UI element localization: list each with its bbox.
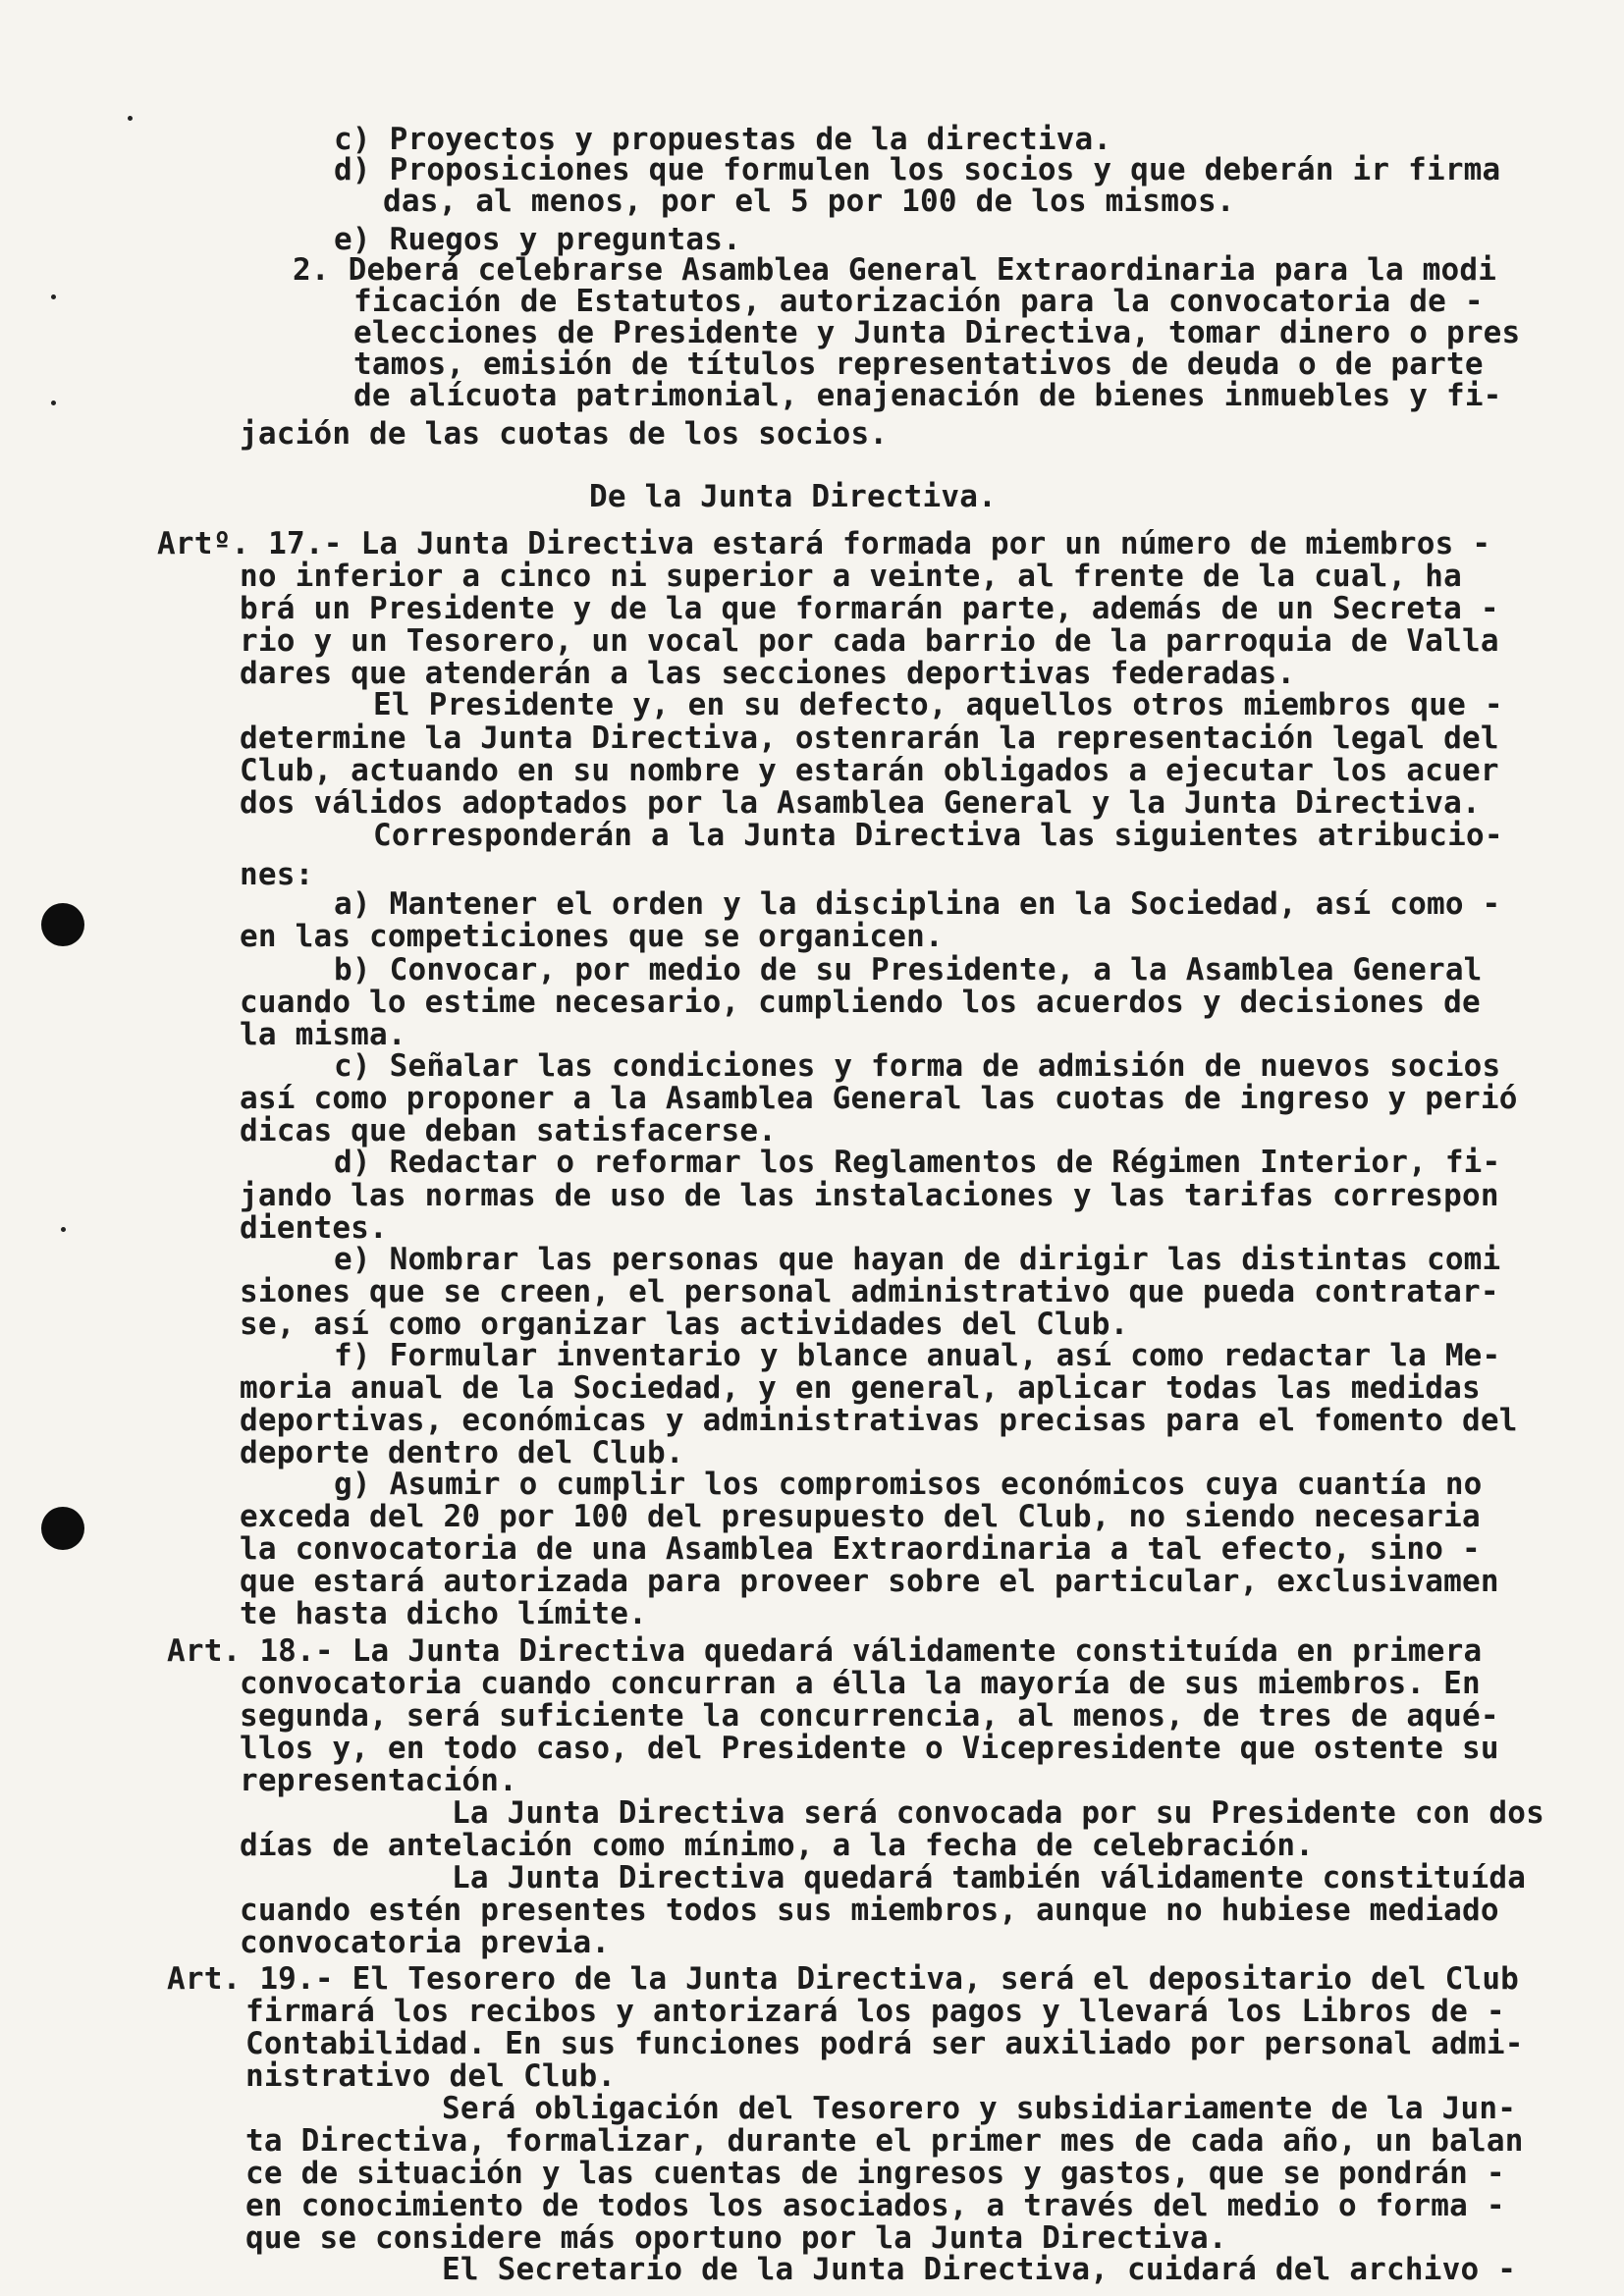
- text-line: siones que se creen, el personal administrativo que pueda contratar-: [240, 1274, 1499, 1309]
- text-line: te hasta dicho límite.: [240, 1596, 647, 1631]
- text-line: así como proponer a la Asamblea General las cuotas de ingreso y perió: [240, 1081, 1518, 1116]
- text-line: c) Proyectos y propuestas de la directiva.: [334, 122, 1112, 157]
- text-line: g) Asumir o cumplir los compromisos económicos cuya cuantía no: [334, 1467, 1483, 1502]
- text-line: firmará los recibos y antorizará los pagos y llevará los Libros de -: [245, 1994, 1505, 2029]
- text-line: se, así como organizar las actividades del Club.: [240, 1307, 1129, 1342]
- text-line: en conocimiento de todos los asociados, a través del medio o forma -: [245, 2188, 1505, 2223]
- section-heading: De la Junta Directiva.: [589, 479, 997, 514]
- text-line: La Junta Directiva será convocada por su Presidente con dos: [452, 1795, 1544, 1831]
- text-line: deporte dentro del Club.: [240, 1435, 684, 1470]
- text-line: El Secretario de la Junta Directiva, cuidará del archivo -: [442, 2252, 1517, 2287]
- ink-speck: [61, 1227, 66, 1232]
- text-line: e) Ruegos y preguntas.: [334, 222, 741, 257]
- text-line: rio y un Tesorero, un vocal por cada barrio de la parroquia de Valla: [240, 623, 1499, 659]
- text-line: la convocatoria de una Asamblea Extraordinaria a tal efecto, sino -: [240, 1531, 1481, 1567]
- article-heading: Art. 19.- El Tesorero de la Junta Directiva, será el depositario del Club: [167, 1961, 1520, 1997]
- text-line: ficación de Estatutos, autorización para la convocatoria de -: [353, 284, 1484, 319]
- text-line: El Presidente y, en su defecto, aquellos otros miembros que -: [373, 687, 1503, 722]
- article-heading: Art. 18.- La Junta Directiva quedará válidamente constituída en primera: [167, 1633, 1483, 1669]
- text-line: e) Nombrar las personas que hayan de dirigir las distintas comi: [334, 1242, 1501, 1277]
- text-line: das, al menos, por el 5 por 100 de los mismos.: [383, 184, 1235, 219]
- text-line: que estará autorizada para proveer sobre el particular, exclusivamen: [240, 1564, 1499, 1599]
- text-line: d) Proposiciones que formulen los socios y que deberán ir firma: [334, 152, 1501, 187]
- text-line: elecciones de Presidente y Junta Directiva, tomar dinero o pres: [353, 315, 1521, 350]
- text-line: b) Convocar, por medio de su Presidente, a la Asamblea General: [334, 952, 1483, 988]
- text-line: determine la Junta Directiva, ostenrarán la representación legal del: [240, 721, 1499, 756]
- text-line: no inferior a cinco ni superior a veinte, al frente de la cual, ha: [240, 559, 1462, 594]
- ink-speck: [128, 116, 133, 121]
- text-line: convocatoria cuando concurran a élla la mayoría de sus miembros. En: [240, 1666, 1481, 1701]
- punch-hole: [41, 1507, 84, 1550]
- text-line: jación de las cuotas de los socios.: [240, 416, 889, 452]
- text-line: d) Redactar o reformar los Reglamentos de Régimen Interior, fi-: [334, 1145, 1501, 1180]
- ink-speck: [51, 400, 56, 405]
- text-line: ce de situación y las cuentas de ingresos y gastos, que se pondrán -: [245, 2156, 1505, 2191]
- text-line: Corresponderán a la Junta Directiva las siguientes atribucio-: [373, 818, 1503, 853]
- text-line: brá un Presidente y de la que formarán parte, además de un Secreta -: [240, 591, 1499, 626]
- text-line: c) Señalar las condiciones y forma de admisión de nuevos socios: [334, 1048, 1501, 1084]
- text-line: f) Formular inventario y blance anual, así como redactar la Me-: [334, 1338, 1501, 1373]
- text-line: La Junta Directiva quedará también válidamente constituída: [452, 1860, 1527, 1896]
- text-line: en las competiciones que se organicen.: [240, 919, 944, 954]
- text-line: cuando lo estime necesario, cumpliendo los acuerdos y decisiones de: [240, 985, 1481, 1020]
- text-line: dientes.: [240, 1210, 388, 1246]
- text-line: de alícuota patrimonial, enajenación de bienes inmuebles y fi-: [353, 378, 1502, 413]
- text-line: ta Directiva, formalizar, durante el primer mes de cada año, un balan: [245, 2123, 1524, 2159]
- article-heading: Artº. 17.- La Junta Directiva estará formada por un número de miembros -: [157, 526, 1491, 561]
- text-line: nes:: [240, 857, 314, 892]
- text-line: 2. Deberá celebrarse Asamblea General Extraordinaria para la modi: [293, 252, 1497, 288]
- text-line: dos válidos adoptados por la Asamblea General y la Junta Directiva.: [240, 785, 1481, 821]
- text-line: segunda, será suficiente la concurrencia, al menos, de tres de aqué-: [240, 1698, 1499, 1734]
- text-line: tamos, emisión de títulos representativos de deuda o de parte: [353, 347, 1484, 382]
- text-line: Contabilidad. En sus funciones podrá ser auxiliado por personal admi-: [245, 2026, 1524, 2061]
- text-line: dicas que deban satisfacerse.: [240, 1113, 778, 1148]
- text-line: Será obligación del Tesorero y subsidiariamente de la Jun-: [442, 2091, 1517, 2126]
- text-line: llos y, en todo caso, del Presidente o Vicepresidente que ostente su: [240, 1731, 1499, 1766]
- text-line: Club, actuando en su nombre y estarán obligados a ejecutar los acuer: [240, 753, 1499, 788]
- text-line: días de antelación como mínimo, a la fecha de celebración.: [240, 1828, 1315, 1863]
- text-line: representación.: [240, 1763, 517, 1798]
- text-line: moria anual de la Sociedad, y en general, aplicar todas las medidas: [240, 1370, 1481, 1406]
- text-line: jando las normas de uso de las instalaciones y las tarifas correspon: [240, 1178, 1499, 1213]
- text-line: a) Mantener el orden y la disciplina en la Sociedad, así como -: [334, 886, 1501, 922]
- text-line: cuando estén presentes todos sus miembros, aunque no hubiese mediado: [240, 1893, 1499, 1928]
- text-line: convocatoria previa.: [240, 1925, 611, 1960]
- text-line: nistrativo del Club.: [245, 2058, 617, 2094]
- ink-speck: [51, 294, 56, 299]
- text-line: deportivas, económicas y administrativas precisas para el fomento del: [240, 1403, 1518, 1438]
- text-line: exceda del 20 por 100 del presupuesto del Club, no siendo necesaria: [240, 1499, 1481, 1534]
- punch-hole: [41, 903, 84, 946]
- text-line: dares que atenderán a las secciones deportivas federadas.: [240, 656, 1296, 691]
- text-line: la misma.: [240, 1017, 406, 1052]
- text-line: que se considere más oportuno por la Junta Directiva.: [245, 2220, 1227, 2256]
